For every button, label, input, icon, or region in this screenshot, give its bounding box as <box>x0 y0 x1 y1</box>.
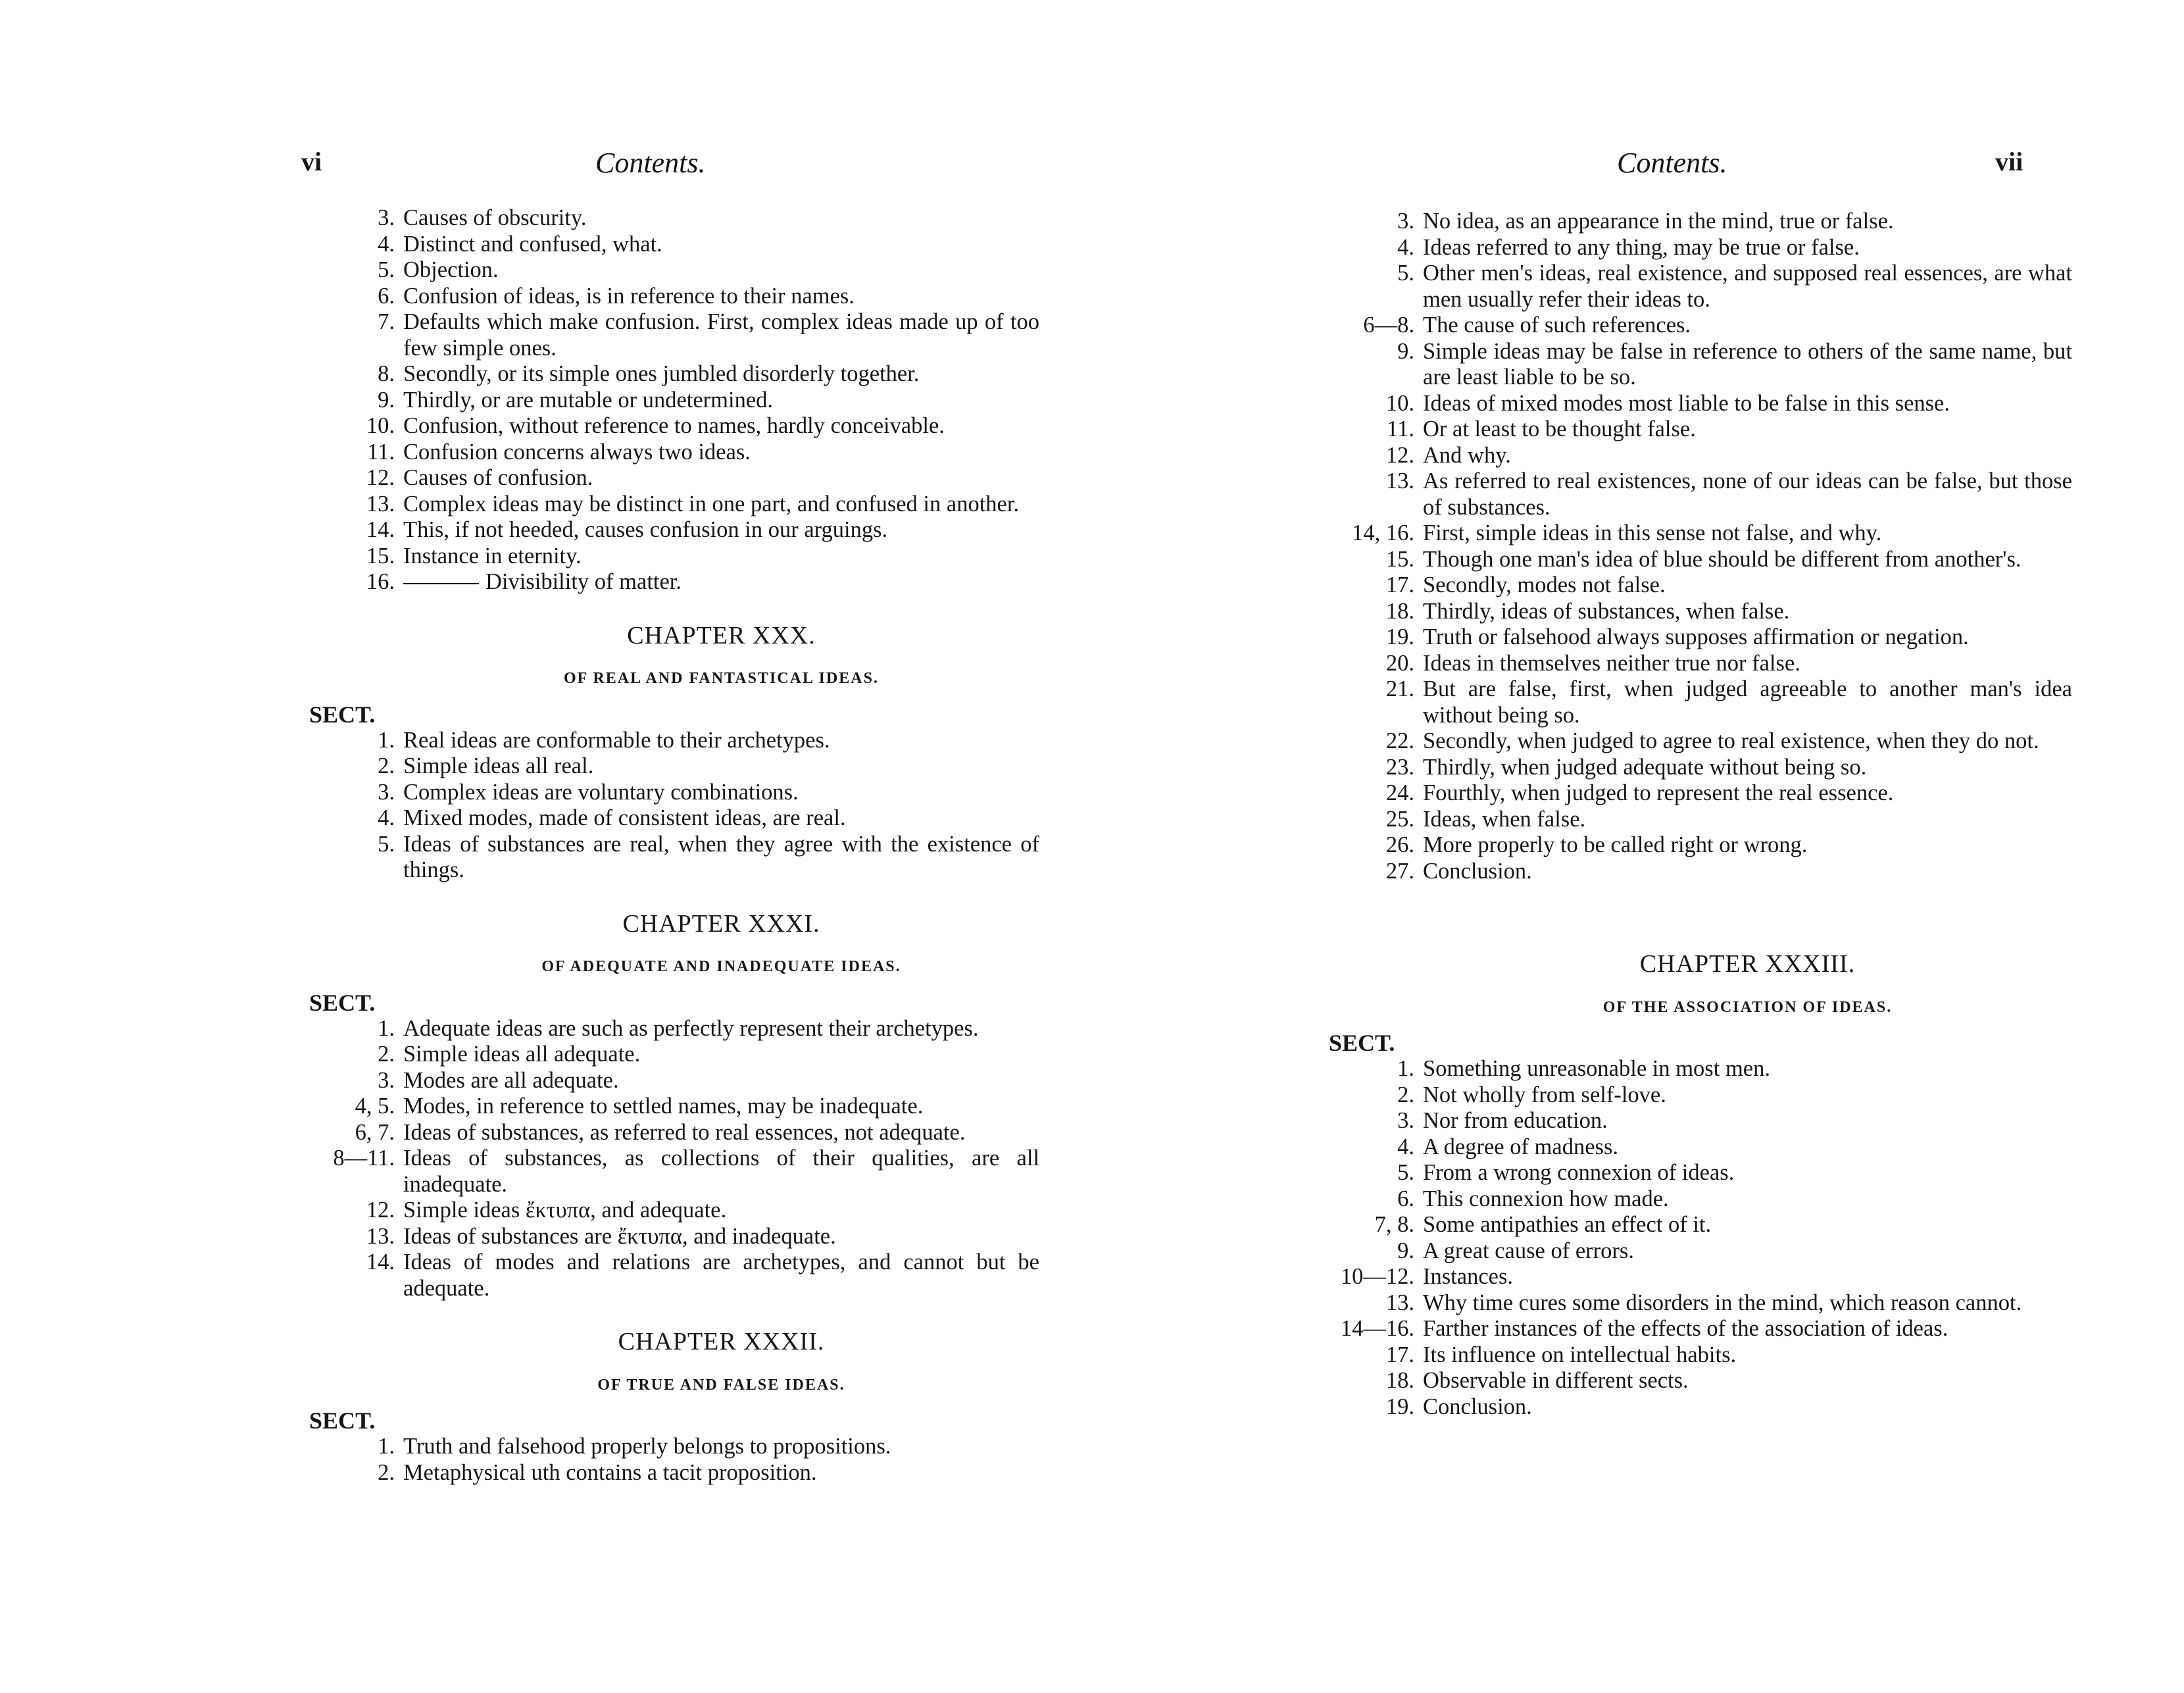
contents-entry <box>1329 417 2072 443</box>
contents-entry <box>309 1016 1039 1042</box>
section-description: A great cause of errors. <box>1423 1238 1634 1263</box>
section-number: 12. <box>366 465 395 490</box>
chapter-subtitle: OF THE ASSOCIATION OF IDEAS. <box>1602 998 1893 1016</box>
section-number: 13. <box>366 491 395 517</box>
section-number: 3. <box>378 1067 395 1093</box>
section-number: 13. <box>366 1223 395 1249</box>
page-number: vi <box>301 147 322 176</box>
contents-entry <box>1329 1056 2072 1082</box>
sect-label: SECT. <box>309 1407 376 1434</box>
section-number: 18. <box>1385 1368 1414 1393</box>
section-number: 3. <box>1397 1108 1414 1133</box>
section-description: Why time cures some disorders in the mind, which reason cannot. <box>1423 1290 2022 1315</box>
section-number: 1. <box>378 727 395 753</box>
contents-entry <box>309 257 1039 284</box>
contents-entry <box>1329 1368 2072 1394</box>
contents-entry <box>309 1094 1039 1120</box>
section-number: 6. <box>378 283 395 309</box>
chapter-heading: CHAPTER XXX. <box>627 621 816 649</box>
section-number: 16. <box>366 569 395 594</box>
section-number: 3. <box>378 205 395 230</box>
contents-entry <box>1329 520 2072 547</box>
contents-entry <box>1329 339 2072 391</box>
contents-entry <box>309 1434 1039 1460</box>
section-description: But are false, first, when judged agreeable to another man's idea without being so. <box>1423 676 2072 728</box>
section-description: Causes of obscurity. <box>403 205 587 230</box>
contents-entry <box>309 753 1039 780</box>
section-number: 14. <box>366 1250 395 1275</box>
sect-label: SECT. <box>309 989 376 1016</box>
section-description: Simple ideas all real. <box>403 753 594 778</box>
section-number: 10. <box>1385 390 1414 416</box>
section-number: 14. <box>366 517 395 542</box>
contents-entry <box>309 1250 1039 1301</box>
section-number: 25. <box>1385 806 1414 832</box>
section-list <box>309 728 1039 884</box>
section-description <box>403 569 1039 595</box>
contents-entry <box>309 465 1039 492</box>
contents-entry <box>1329 391 2072 417</box>
section-description: From a wrong connexion of ideas. <box>1423 1160 1735 1185</box>
contents-entry <box>1329 209 2072 235</box>
contents-column <box>309 205 1039 1486</box>
section-number: 22. <box>1385 728 1414 753</box>
section-number: 10—12. <box>1340 1264 1414 1289</box>
section-description: Ideas in themselves neither true nor false. <box>1423 650 1800 676</box>
section-number: 19. <box>1385 624 1414 649</box>
contents-entry <box>309 1198 1039 1224</box>
section-number: 6. <box>1397 1186 1414 1211</box>
contents-entry <box>309 284 1039 310</box>
section-description: First, simple ideas in this sense not false, and why. <box>1423 520 1882 545</box>
contents-entry <box>1329 1290 2072 1317</box>
contents-entry <box>1329 1394 2072 1421</box>
contents-entry <box>1329 859 2072 885</box>
contents-entry <box>1329 755 2072 781</box>
chapter-subtitle: OF REAL AND FANTASTICAL IDEAS. <box>564 670 879 687</box>
contents-entry <box>1329 235 2072 261</box>
contents-entry <box>1329 547 2072 573</box>
section-description: The cause of such references. <box>1423 313 1691 338</box>
section-number: 2. <box>1397 1082 1414 1107</box>
section-number: 24. <box>1385 780 1414 805</box>
section-number: 6, 7. <box>355 1119 395 1145</box>
section-number: 2. <box>378 1042 395 1067</box>
section-number: 26. <box>1385 832 1414 857</box>
contents-entry <box>309 805 1039 832</box>
section-description: Distinct and confused, what. <box>403 231 662 257</box>
section-number: 10. <box>366 413 395 438</box>
section-number: 15. <box>366 543 395 569</box>
section-description: Thirdly, or are mutable or undetermined. <box>403 387 774 413</box>
section-description: Simple ideas all adequate. <box>403 1042 641 1067</box>
section-description: Objection. <box>403 257 499 282</box>
section-description: This, if not heeded, causes confusion in our arguings. <box>403 517 888 542</box>
section-number: 2. <box>378 1459 395 1485</box>
contents-entry <box>1329 807 2072 833</box>
section-description: Farther instances of the effects of the association of ideas. <box>1423 1316 1948 1341</box>
section-description: Simple ideas ἔκτυπα, and adequate. <box>403 1198 727 1223</box>
contents-entry <box>1329 1316 2072 1342</box>
section-list <box>1329 1056 2072 1420</box>
contents-entry <box>1329 1264 2072 1290</box>
section-number: 7, 8. <box>1374 1212 1414 1237</box>
section-number: 9. <box>1397 338 1414 364</box>
section-number: 4. <box>378 231 395 257</box>
contents-entry <box>309 361 1039 388</box>
section-number: 20. <box>1385 650 1414 676</box>
section-description: Fourthly, when judged to represent the real essence. <box>1423 780 1894 805</box>
right-page <box>1092 0 2184 1693</box>
section-number: 8. <box>378 361 395 386</box>
section-description: Thirdly, when judged adequate without being so. <box>1423 754 1867 780</box>
section-description: Or at least to be thought false. <box>1423 417 1696 442</box>
section-description: Secondly, or its simple ones jumbled disorderly together. <box>403 361 920 386</box>
contents-entry <box>1329 1108 2072 1134</box>
section-description: Some antipathies an effect of it. <box>1423 1212 1712 1237</box>
section-number: 23. <box>1385 754 1414 780</box>
page-number: vii <box>1995 147 2023 176</box>
chapter-heading: CHAPTER XXXII. <box>618 1328 825 1355</box>
section-description: A degree of madness. <box>1423 1134 1618 1159</box>
section-description: As referred to real existences, none of our ideas can be false, but those of substances. <box>1423 468 2072 520</box>
continuation-list <box>1329 209 2072 884</box>
contents-entry <box>1329 1160 2072 1186</box>
contents-entry <box>309 492 1039 518</box>
contents-entry <box>309 388 1039 414</box>
section-description: Truth and falsehood properly belongs to propositions. <box>403 1434 891 1459</box>
section-description: Defaults which make confusion. First, complex ideas made up of too few simple ones. <box>403 309 1039 361</box>
section-description: Ideas of substances, as collections of their qualities, are all inadequate. <box>403 1146 1039 1197</box>
section-number: 11. <box>367 439 395 465</box>
contents-entry <box>1329 1134 2072 1161</box>
section-number: 5. <box>378 831 395 857</box>
chapter-heading: CHAPTER XXXIII. <box>1639 950 1856 978</box>
sect-label: SECT. <box>309 701 376 728</box>
section-number: 12. <box>1385 442 1414 468</box>
section-number: 9. <box>1397 1238 1414 1263</box>
section-description: And why. <box>1423 442 1511 468</box>
section-description: Ideas of modes and relations are archetypes, and cannot but be adequate. <box>403 1250 1039 1301</box>
contents-entry <box>1329 313 2072 339</box>
section-number: 5. <box>1397 261 1414 286</box>
section-description: Not wholly from self-love. <box>1423 1082 1666 1107</box>
section-description: Modes, in reference to settled names, may be inadequate. <box>403 1094 924 1119</box>
section-number: 14—16. <box>1340 1316 1414 1341</box>
running-head: Contents. <box>595 147 706 179</box>
contents-column <box>1329 209 2072 1420</box>
contents-entry <box>309 728 1039 754</box>
contents-entry <box>1329 1186 2072 1213</box>
section-description: Secondly, when judged to agree to real existence, when they do not. <box>1423 728 2039 753</box>
section-number: 14, 16. <box>1352 520 1414 545</box>
contents-entry <box>1329 468 2072 520</box>
section-description: This connexion how made. <box>1423 1186 1669 1211</box>
contents-entry <box>1329 651 2072 677</box>
section-description: More properly to be called right or wrong. <box>1423 832 1808 857</box>
section-description: Other men's ideas, real existence, and supposed real essences, are what men usually refer their ideas to. <box>1423 261 2072 312</box>
section-description: Nor from education. <box>1423 1108 1608 1133</box>
section-description: Its influence on intellectual habits. <box>1423 1342 1737 1367</box>
section-number: 5. <box>378 257 395 282</box>
contents-entry <box>309 543 1039 570</box>
contents-entry <box>1329 572 2072 599</box>
contents-entry <box>309 205 1039 232</box>
contents-entry <box>309 832 1039 884</box>
section-description: Modes are all adequate. <box>403 1067 619 1093</box>
section-description: Simple ideas may be false in reference to others of the same name, but are least liable to be so. <box>1423 338 2072 390</box>
section-number: 12. <box>366 1198 395 1223</box>
section-description: Conclusion. <box>1423 858 1532 884</box>
section-description: Observable in different sects. <box>1423 1368 1689 1393</box>
section-description: Ideas of substances are real, when they agree with the existence of things. <box>403 831 1039 882</box>
contents-entry <box>309 1460 1039 1486</box>
section-number: 9. <box>378 387 395 413</box>
section-description: Ideas of substances are ἔκτυπα, and inadequate. <box>403 1223 836 1249</box>
contents-entry <box>309 1224 1039 1250</box>
section-number: 7. <box>378 309 395 334</box>
section-number: 19. <box>1385 1394 1414 1419</box>
contents-entry <box>1329 624 2072 651</box>
section-description: Truth or falsehood always supposes affirmation or negation. <box>1423 624 1969 649</box>
contents-entry <box>309 1042 1039 1068</box>
section-description: Ideas of substances, as referred to real essences, not adequate. <box>403 1119 966 1145</box>
section-description: Though one man's idea of blue should be different from another's. <box>1423 546 2022 572</box>
section-description: Secondly, modes not false. <box>1423 572 1666 597</box>
section-number: 18. <box>1385 598 1414 624</box>
contents-entry <box>1329 599 2072 625</box>
ditto-rule <box>403 583 479 584</box>
section-number: 17. <box>1385 572 1414 597</box>
section-number: 15. <box>1385 546 1414 572</box>
contents-entry <box>309 780 1039 806</box>
section-description: Thirdly, ideas of substances, when false. <box>1423 598 1790 624</box>
chapter-heading: CHAPTER XXXI. <box>622 909 820 938</box>
contents-entry <box>1329 780 2072 807</box>
continuation-list <box>309 205 1039 595</box>
contents-entry <box>309 440 1039 466</box>
section-description: Mixed modes, made of consistent ideas, are real. <box>403 805 846 830</box>
section-description: Complex ideas may be distinct in one part, and confused in another. <box>403 491 1020 517</box>
section-description: Confusion concerns always two ideas. <box>403 439 751 465</box>
contents-entry <box>1329 728 2072 755</box>
contents-entry <box>1329 1342 2072 1369</box>
section-number: 13. <box>1385 468 1414 493</box>
section-number: 13. <box>1385 1290 1414 1315</box>
section-description: Something unreasonable in most men. <box>1423 1056 1770 1081</box>
running-head: Contents. <box>1617 147 1727 179</box>
section-number: 3. <box>1397 209 1414 234</box>
section-number: 4. <box>1397 1134 1414 1159</box>
section-description-text: Divisibility of matter. <box>485 569 682 594</box>
section-number: 11. <box>1387 417 1414 442</box>
contents-entry <box>309 309 1039 361</box>
contents-entry <box>1329 676 2072 728</box>
section-number: 6—8. <box>1363 313 1414 338</box>
section-description: Confusion, without reference to names, hardly conceivable. <box>403 413 945 438</box>
section-description: Complex ideas are voluntary combinations. <box>403 779 799 805</box>
section-number: 8—11. <box>333 1146 395 1171</box>
contents-entry <box>309 517 1039 543</box>
section-number: 2. <box>378 753 395 778</box>
section-number: 4. <box>378 805 395 830</box>
contents-entry <box>1329 1212 2072 1238</box>
section-description: Ideas of mixed modes most liable to be false in this sense. <box>1423 390 1950 416</box>
section-number: 21. <box>1385 676 1414 701</box>
section-list <box>309 1434 1039 1486</box>
contents-entry <box>1329 832 2072 859</box>
section-number: 17. <box>1385 1342 1414 1367</box>
section-list <box>309 1016 1039 1302</box>
section-number: 4. <box>1397 234 1414 260</box>
contents-entry <box>1329 261 2072 313</box>
chapter-subtitle: OF TRUE AND FALSE IDEAS. <box>597 1376 845 1394</box>
section-number: 1. <box>1397 1056 1414 1081</box>
section-number: 3. <box>378 779 395 805</box>
section-description: No idea, as an appearance in the mind, true or false. <box>1423 209 1894 234</box>
contents-entry <box>309 1120 1039 1146</box>
section-number: 4, 5. <box>355 1094 395 1119</box>
section-description: Adequate ideas are such as perfectly represent their archetypes. <box>403 1015 979 1041</box>
section-description: Ideas referred to any thing, may be true or false. <box>1423 234 1860 260</box>
section-description: Instance in eternity. <box>403 543 582 569</box>
contents-entry <box>1329 1082 2072 1109</box>
contents-entry <box>309 569 1039 595</box>
section-number: 1. <box>378 1015 395 1041</box>
section-number: 27. <box>1385 858 1414 884</box>
section-description: Conclusion. <box>1423 1394 1532 1419</box>
contents-entry <box>1329 443 2072 469</box>
chapter-subtitle: OF ADEQUATE AND INADEQUATE IDEAS. <box>541 958 901 975</box>
sect-label: SECT. <box>1329 1030 1395 1056</box>
section-number: 1. <box>378 1434 395 1459</box>
section-description: Instances. <box>1423 1264 1513 1289</box>
contents-entry <box>309 1146 1039 1198</box>
section-description: Real ideas are conformable to their archetypes. <box>403 727 830 753</box>
contents-entry <box>309 413 1039 440</box>
section-description: Ideas, when false. <box>1423 806 1586 832</box>
section-description: Confusion of ideas, is in reference to their names. <box>403 283 855 309</box>
contents-entry <box>1329 1238 2072 1265</box>
contents-entry <box>309 232 1039 258</box>
section-description: Causes of confusion. <box>403 465 593 490</box>
section-number: 5. <box>1397 1160 1414 1185</box>
section-description: Metaphysical uth contains a tacit proposition. <box>403 1459 817 1485</box>
contents-entry <box>309 1068 1039 1094</box>
